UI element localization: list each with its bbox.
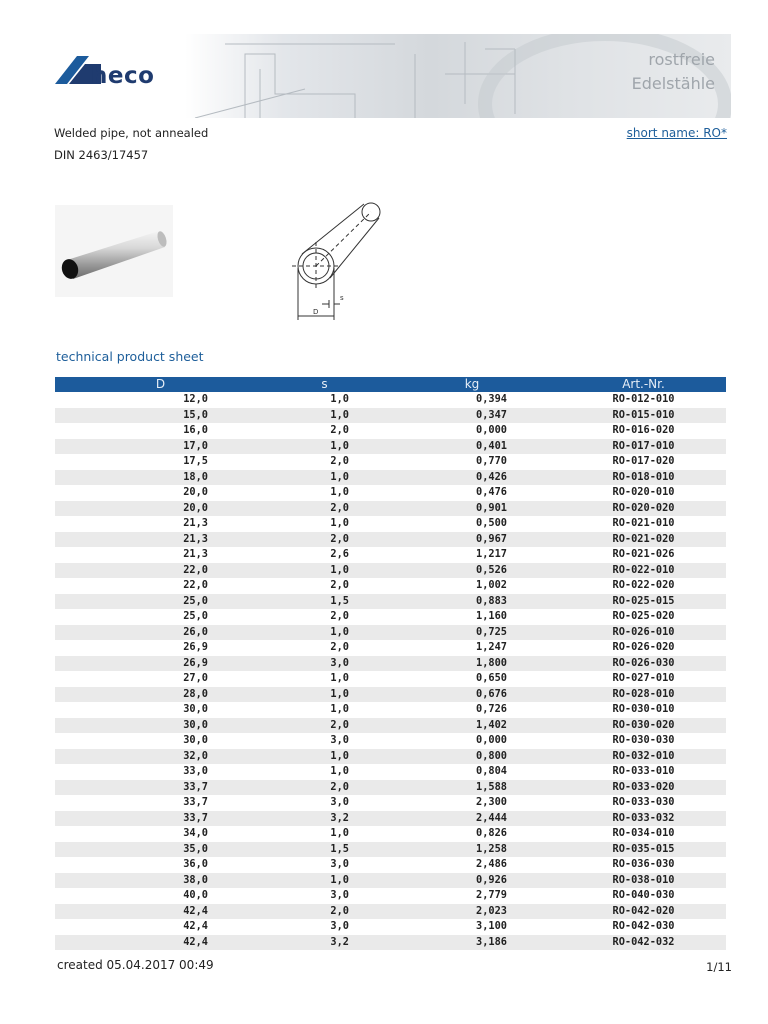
cell-kg: 0,770 <box>476 455 507 467</box>
cell-d: 25,0 <box>183 594 208 607</box>
cell-art-nr: RO-017-020 <box>612 455 675 467</box>
cell-d: 33,7 <box>183 780 208 793</box>
cell-kg: 0,650 <box>476 672 507 684</box>
cell-art-nr: RO-035-015 <box>612 842 675 855</box>
cell-kg: 2,486 <box>476 858 507 870</box>
table-row <box>55 423 726 439</box>
cell-s: 3,0 <box>330 796 349 808</box>
cell-kg: 1,217 <box>476 548 507 560</box>
cell-art-nr: RO-017-010 <box>612 439 675 452</box>
table-row <box>55 733 726 749</box>
cell-art-nr: RO-040-030 <box>612 889 675 901</box>
table-row <box>55 516 726 532</box>
cell-art-nr: RO-021-010 <box>612 517 675 529</box>
cell-d: 26,9 <box>183 656 208 669</box>
cell-s: 2,0 <box>330 610 349 622</box>
cell-d: 33,7 <box>183 796 208 808</box>
cell-s: 1,5 <box>330 594 349 607</box>
cell-kg: 1,160 <box>476 610 507 622</box>
cell-s: 2,0 <box>330 579 349 591</box>
cell-d: 30,0 <box>183 718 208 731</box>
table-row <box>55 501 726 517</box>
cell-s: 1,0 <box>330 470 349 483</box>
cell-kg: 0,000 <box>476 424 507 436</box>
table-row <box>55 718 726 734</box>
table-header <box>55 377 726 392</box>
table-row <box>55 578 726 594</box>
cell-d: 38,0 <box>183 873 208 886</box>
table-row <box>55 625 726 641</box>
cell-art-nr: RO-020-010 <box>612 486 675 498</box>
table-row <box>55 873 726 889</box>
cell-kg: 3,100 <box>476 920 507 932</box>
cell-kg: 2,300 <box>476 796 507 808</box>
cell-s: 3,0 <box>330 920 349 932</box>
cell-art-nr: RO-020-020 <box>612 501 675 514</box>
cell-d: 20,0 <box>183 486 208 498</box>
cell-art-nr: RO-030-020 <box>612 718 675 731</box>
cell-s: 2,6 <box>330 548 349 560</box>
table-row <box>55 485 726 501</box>
cell-art-nr: RO-042-020 <box>612 904 675 917</box>
cell-d: 34,0 <box>183 827 208 839</box>
table-row <box>55 609 726 625</box>
table-row <box>55 547 726 563</box>
table-row <box>55 842 726 858</box>
tagline-line2: Edelstähle <box>631 74 715 93</box>
table-row <box>55 532 726 548</box>
cell-s: 1,0 <box>330 749 349 762</box>
short-name-link[interactable]: short name: RO* <box>626 126 727 140</box>
cell-s: 3,2 <box>330 935 349 948</box>
cell-d: 30,0 <box>183 703 208 715</box>
cell-s: 1,5 <box>330 842 349 855</box>
cell-art-nr: RO-034-010 <box>612 827 675 839</box>
cell-kg: 0,804 <box>476 765 507 777</box>
cell-s: 1,0 <box>330 563 349 576</box>
product-name: Welded pipe, not annealed <box>54 126 209 140</box>
cell-kg: 0,725 <box>476 625 507 638</box>
cell-art-nr: RO-030-010 <box>612 703 675 715</box>
cell-art-nr: RO-015-010 <box>612 408 675 421</box>
cell-d: 16,0 <box>183 424 208 436</box>
cell-d: 27,0 <box>183 672 208 684</box>
table-row <box>55 408 726 424</box>
cell-art-nr: RO-030-030 <box>612 734 675 746</box>
cell-art-nr: RO-021-020 <box>612 532 675 545</box>
cell-d: 33,7 <box>183 811 208 824</box>
cell-kg: 0,394 <box>476 393 507 405</box>
cell-kg: 0,347 <box>476 408 507 421</box>
cell-s: 2,0 <box>330 532 349 545</box>
cell-s: 1,0 <box>330 408 349 421</box>
cell-s: 1,0 <box>330 393 349 405</box>
table-row <box>55 392 726 408</box>
cell-kg: 2,023 <box>476 904 507 917</box>
cell-d: 17,0 <box>183 439 208 452</box>
cell-d: 40,0 <box>183 889 208 901</box>
section-title: technical product sheet <box>56 349 204 364</box>
cell-d: 32,0 <box>183 749 208 762</box>
cell-art-nr: RO-026-030 <box>612 656 675 669</box>
cell-kg: 1,402 <box>476 718 507 731</box>
table-row <box>55 795 726 811</box>
cell-kg: 0,967 <box>476 532 507 545</box>
cell-d: 42,4 <box>183 904 208 917</box>
cell-art-nr: RO-028-010 <box>612 687 675 700</box>
cell-d: 18,0 <box>183 470 208 483</box>
cell-s: 1,0 <box>330 439 349 452</box>
cell-kg: 0,476 <box>476 486 507 498</box>
cell-art-nr: RO-025-015 <box>612 594 675 607</box>
tagline <box>632 48 715 96</box>
cell-art-nr: RO-022-010 <box>612 563 675 576</box>
cell-art-nr: RO-012-010 <box>612 393 675 405</box>
column-header-s: s <box>321 377 328 391</box>
cell-kg: 2,444 <box>476 811 507 824</box>
cell-d: 21,3 <box>183 517 208 529</box>
table-row <box>55 439 726 455</box>
cell-s: 3,2 <box>330 811 349 824</box>
cell-art-nr: RO-032-010 <box>612 749 675 762</box>
cell-d: 22,0 <box>183 579 208 591</box>
cell-art-nr: RO-026-020 <box>612 641 675 653</box>
cell-d: 30,0 <box>183 734 208 746</box>
tagline-line1: rostfreie <box>648 50 715 69</box>
table-row <box>55 671 726 687</box>
cell-d: 28,0 <box>183 687 208 700</box>
logo-text: heco <box>91 63 155 89</box>
table-row <box>55 919 726 935</box>
table-row <box>55 594 726 610</box>
cell-kg: 0,676 <box>476 687 507 700</box>
cell-kg: 1,002 <box>476 579 507 591</box>
cell-art-nr: RO-025-020 <box>612 610 675 622</box>
cell-art-nr: RO-026-010 <box>612 625 675 638</box>
cell-art-nr: RO-042-030 <box>612 920 675 932</box>
cell-art-nr: RO-022-020 <box>612 579 675 591</box>
cell-s: 1,0 <box>330 687 349 700</box>
cell-d: 21,3 <box>183 548 208 560</box>
cell-s: 1,0 <box>330 827 349 839</box>
cell-kg: 0,826 <box>476 827 507 839</box>
cell-art-nr: RO-016-020 <box>612 424 675 436</box>
cell-s: 3,0 <box>330 656 349 669</box>
cell-kg: 0,901 <box>476 501 507 514</box>
cell-kg: 0,800 <box>476 749 507 762</box>
product-norm: DIN 2463/17457 <box>54 148 149 162</box>
cell-d: 21,3 <box>183 532 208 545</box>
cell-kg: 1,800 <box>476 656 507 669</box>
cell-d: 26,0 <box>183 625 208 638</box>
cell-kg: 0,000 <box>476 734 507 746</box>
cell-art-nr: RO-027-010 <box>612 672 675 684</box>
cell-art-nr: RO-033-030 <box>612 796 675 808</box>
cell-art-nr: RO-021-026 <box>612 548 675 560</box>
created-timestamp: created 05.04.2017 00:49 <box>57 958 214 972</box>
cell-s: 1,0 <box>330 672 349 684</box>
cell-art-nr: RO-042-032 <box>612 935 675 948</box>
cell-s: 1,0 <box>330 517 349 529</box>
table-row <box>55 656 726 672</box>
cell-s: 2,0 <box>330 424 349 436</box>
cell-s: 2,0 <box>330 501 349 514</box>
cell-s: 1,0 <box>330 486 349 498</box>
cell-s: 1,0 <box>330 873 349 886</box>
cell-d: 26,9 <box>183 641 208 653</box>
column-header-d: D <box>155 377 166 391</box>
table-row <box>55 749 726 765</box>
cell-d: 20,0 <box>183 501 208 514</box>
cell-s: 3,0 <box>330 858 349 870</box>
cell-d: 36,0 <box>183 858 208 870</box>
cell-art-nr: RO-018-010 <box>612 470 675 483</box>
column-header-art-nr: Art.-Nr. <box>622 377 665 391</box>
cell-s: 1,0 <box>330 765 349 777</box>
pipe-cross-section-drawing <box>288 196 386 322</box>
cell-art-nr: RO-038-010 <box>612 873 675 886</box>
table-row <box>55 811 726 827</box>
table-row <box>55 563 726 579</box>
cell-kg: 0,526 <box>476 563 507 576</box>
cell-s: 1,0 <box>330 625 349 638</box>
cell-s: 3,0 <box>330 734 349 746</box>
table-row <box>55 702 726 718</box>
cell-d: 25,0 <box>183 610 208 622</box>
table-row <box>55 640 726 656</box>
cell-d: 15,0 <box>183 408 208 421</box>
drawing-label-d: D <box>313 308 319 316</box>
cell-s: 3,0 <box>330 889 349 901</box>
cell-kg: 2,779 <box>476 889 507 901</box>
cell-s: 2,0 <box>330 780 349 793</box>
page-number: 1/11 <box>706 960 732 974</box>
cell-d: 42,4 <box>183 935 208 948</box>
cell-s: 2,0 <box>330 455 349 467</box>
table-row <box>55 454 726 470</box>
cell-d: 12,0 <box>183 393 208 405</box>
cell-kg: 0,883 <box>476 594 507 607</box>
cell-kg: 0,726 <box>476 703 507 715</box>
table-row <box>55 935 726 951</box>
cell-kg: 0,926 <box>476 873 507 886</box>
drawing-label-s: s <box>340 294 344 302</box>
cell-kg: 1,588 <box>476 780 507 793</box>
cell-d: 33,0 <box>183 765 208 777</box>
cell-kg: 1,247 <box>476 641 507 653</box>
cell-art-nr: RO-033-020 <box>612 780 675 793</box>
table-row <box>55 764 726 780</box>
table-body <box>55 392 726 950</box>
product-table <box>55 377 726 950</box>
cell-d: 35,0 <box>183 842 208 855</box>
cell-kg: 3,186 <box>476 935 507 948</box>
table-row <box>55 687 726 703</box>
cell-art-nr: RO-036-030 <box>612 858 675 870</box>
cell-art-nr: RO-033-032 <box>612 811 675 824</box>
cell-kg: 1,258 <box>476 842 507 855</box>
cell-d: 17,5 <box>183 455 208 467</box>
table-row <box>55 470 726 486</box>
cell-kg: 0,426 <box>476 470 507 483</box>
cell-d: 42,4 <box>183 920 208 932</box>
cell-art-nr: RO-033-010 <box>612 765 675 777</box>
cell-s: 2,0 <box>330 718 349 731</box>
table-row <box>55 826 726 842</box>
cell-s: 2,0 <box>330 641 349 653</box>
cell-kg: 0,401 <box>476 439 507 452</box>
table-row <box>55 888 726 904</box>
cell-d: 22,0 <box>183 563 208 576</box>
table-row <box>55 857 726 873</box>
column-header-kg: kg <box>464 377 480 391</box>
cell-kg: 0,500 <box>476 517 507 529</box>
header-banner <box>55 34 731 118</box>
table-row <box>55 780 726 796</box>
table-row <box>55 904 726 920</box>
cell-s: 2,0 <box>330 904 349 917</box>
pipe-photo-icon <box>55 205 173 297</box>
cell-s: 1,0 <box>330 703 349 715</box>
